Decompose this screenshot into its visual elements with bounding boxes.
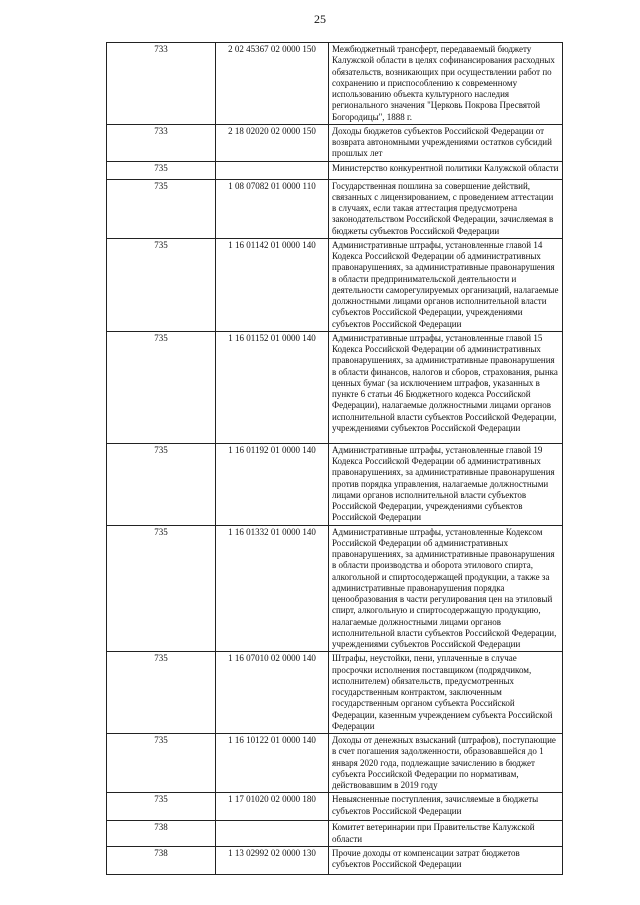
table-row <box>107 124 563 161</box>
description-cell: Комитет ветеринарии при Правительстве Калужской области <box>329 821 563 847</box>
table-row <box>107 846 563 874</box>
table-row <box>107 179 563 238</box>
admin-code-cell: 735 <box>107 793 216 821</box>
description-cell: Административные штрафы, установленные главой 15 Кодекса Российской Федерации об административных правонарушениях, за административные правонарушения в области финансов, налогов и сборов, страхования, рынка ценных бумаг (за исключением штрафов, указанных в пункте 6 статьи 46 Бюджетного кодекса Российской Федерации), налагаемые должностными лицами органов исполнительной власти субъектов Российской Федерации, учреждениями субъектов Российской Федерации <box>329 331 563 443</box>
admin-code-cell: 738 <box>107 846 216 874</box>
page-number: 25 <box>314 12 326 26</box>
table-row <box>107 793 563 821</box>
revenue-code-cell: 2 02 45367 02 0000 150 <box>216 43 329 125</box>
revenue-code-cell <box>216 161 329 179</box>
admin-code-cell: 735 <box>107 443 216 525</box>
admin-code-cell: 733 <box>107 43 216 125</box>
admin-code-cell: 735 <box>107 734 216 793</box>
table-row <box>107 331 563 443</box>
table-row <box>107 43 563 125</box>
revenue-code-cell: 1 17 01020 02 0000 180 <box>216 793 329 821</box>
revenue-code-cell: 1 16 01142 01 0000 140 <box>216 238 329 331</box>
revenue-code-cell: 2 18 02020 02 0000 150 <box>216 124 329 161</box>
description-cell: Государственная пошлина за совершение действий, связанных с лицензированием, с проведением аттестации в случаях, если такая аттестация предусмотрена законодательством Российской Федерации, зачисляемая в бюджеты субъектов Российской Федерации <box>329 179 563 238</box>
admin-code-cell: 735 <box>107 161 216 179</box>
admin-code-cell: 735 <box>107 525 216 652</box>
description-cell: Административные штрафы, установленные главой 19 Кодекса Российской Федерации об административных правонарушениях, за административные правонарушения против порядка управления, налагаемые должностными лицами органов исполнительной власти субъектов Российской Федерации, учреждениями субъектов Российской Федерации <box>329 443 563 525</box>
revenue-code-cell: 1 13 02992 02 0000 130 <box>216 846 329 874</box>
description-cell: Доходы от денежных взысканий (штрафов), поступающие в счет погашения задолженности, образовавшейся до 1 января 2020 года, подлежащие зачислению в бюджет субъекта Российской Федерации по нормативам, действовавшим в 2019 году <box>329 734 563 793</box>
admin-code-cell: 735 <box>107 331 216 443</box>
description-cell: Прочие доходы от компенсации затрат бюджетов субъектов Российской Федерации <box>329 846 563 874</box>
revenue-code-cell: 1 16 01152 01 0000 140 <box>216 331 329 443</box>
revenue-code-cell: 1 16 01192 01 0000 140 <box>216 443 329 525</box>
table-row <box>107 443 563 525</box>
table-row <box>107 525 563 652</box>
table-row <box>107 652 563 734</box>
admin-code-cell: 738 <box>107 821 216 847</box>
admin-code-cell: 735 <box>107 652 216 734</box>
admin-code-cell: 735 <box>107 179 216 238</box>
admin-code-cell: 733 <box>107 124 216 161</box>
description-cell: Министерство конкурентной политики Калужской области <box>329 161 563 179</box>
table-row <box>107 238 563 331</box>
revenue-code-cell: 1 16 07010 02 0000 140 <box>216 652 329 734</box>
description-cell: Межбюджетный трансферт, передаваемый бюджету Калужской области в целях софинансирования расходных обязательств, возникающих при осуществлении работ по сохранению и приспособлению к современному использованию объекта культурного наследия регионального значения "Церковь Покрова Пресвятой Богородицы", 1888 г. <box>329 43 563 125</box>
description-cell: Административные штрафы, установленные Кодексом Российской Федерации об административных правонарушениях, за административные правонарушения в области производства и оборота этилового спирта, алкогольной и спиртосодержащей продукции, а также за административные правонарушения порядка ценообразования в части регулирования цен на этиловый спирт, алкогольную и спиртосодержащую продукцию, налагаемые должностными лицами органов исполнительной власти субъектов Российской Федерации, учреждениями субъектов Российской Федерации <box>329 525 563 652</box>
revenue-code-cell: 1 16 10122 01 0000 140 <box>216 734 329 793</box>
revenue-code-cell <box>216 821 329 847</box>
description-cell: Штрафы, неустойки, пени, уплаченные в случае просрочки исполнения поставщиком (подрядчиком, исполнителем) обязательств, предусмотренных государственным контрактом, заключенным государственным органом субъекта Российской Федерации, казенным учреждением субъекта Российской Федерации <box>329 652 563 734</box>
table-row <box>107 161 563 179</box>
revenue-code-cell: 1 16 01332 01 0000 140 <box>216 525 329 652</box>
description-cell: Административные штрафы, установленные главой 14 Кодекса Российской Федерации об административных правонарушениях, за административные правонарушения в области предпринимательской деятельности и деятельности саморегулируемых организаций, налагаемые должностными лицами органов исполнительной власти субъектов Российской Федерации, учреждениями субъектов Российской Федерации <box>329 238 563 331</box>
description-cell: Невыясненные поступления, зачисляемые в бюджеты субъектов Российской Федерации <box>329 793 563 821</box>
description-cell: Доходы бюджетов субъектов Российской Федерации от возврата автономными учреждениями остатков субсидий прошлых лет <box>329 124 563 161</box>
revenue-code-cell: 1 08 07082 01 0000 110 <box>216 179 329 238</box>
table-row <box>107 821 563 847</box>
table-row <box>107 734 563 793</box>
revenue-codes-table <box>106 42 563 875</box>
admin-code-cell: 735 <box>107 238 216 331</box>
